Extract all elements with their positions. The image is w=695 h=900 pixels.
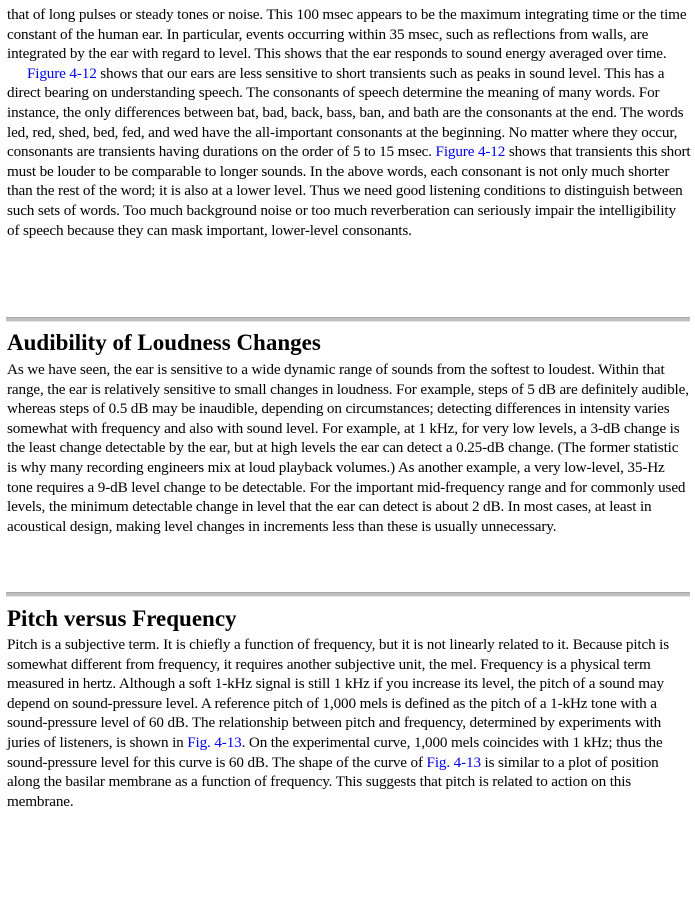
figure-4-12-link-2[interactable]: Figure 4-12 [435, 143, 506, 161]
intro-paragraph-2-text-a: shows that our ears are less sensitive to short transients such as peaks in sound level. This has a direct bearing on understanding speech. The consonants of speech determine the meaning of many words. For instance, the only differences between bat, bad, back, bass, ban, and bath are the consonants at the end. The words led, red, shed, bed, fed, and wed have the all-important consonants at the beginning. No matter where they occur, consonants are transients having durations on the order of 5 to 15 msec. [7, 64, 684, 161]
figure-4-12-link[interactable]: Figure 4-12 [27, 64, 97, 82]
intro-text-block [7, 5, 691, 240]
pitch-paragraph [7, 635, 691, 811]
loudness-paragraph: As we have seen, the ear is sensitive to a wide dynamic range of sounds from the softest to loudest. Within that range, the ear is relatively sensitive to small changes in loudness. For example, steps of 5 dB are definitely audible, whereas steps of 0.5 dB may be inaudible, depending on circumstances; detecting differences in intensity varies somewhat with frequency and also with sound level. For example, at 1 kHz, for very low levels, a 3-dB change is the least change detectable by the ear, but at high levels the ear can detect a 0.25-dB change. (The former statistic is why many recording engineers mix at loud playback volumes.) As another example, a very low-level, 35-Hz tone requires a 9-dB level change to be detectable. For the important mid-frequency range and for commonly used levels, the minimum detectable change in level that the ear can detect is about 2 dB. In most cases, at least in acoustical design, making level changes in increments less than these is usually unnecessary. [7, 361, 689, 535]
intro-paragraph-2 [7, 64, 691, 240]
section-divider-2 [6, 592, 690, 597]
pitch-paragraph-text-b: . On the experimental curve, 1,000 mels coincides with 1 kHz; thus the sound-pressure level for this curve is 60 dB. The shape of the curve of [7, 733, 663, 771]
figure-4-13-link-2[interactable]: Fig. 4-13 [426, 753, 481, 771]
figure-4-13-link[interactable]: Fig. 4-13 [187, 733, 242, 751]
loudness-section-body [7, 360, 691, 536]
loudness-section-heading: Audibility of Loudness Changes [7, 330, 321, 355]
pitch-section-heading: Pitch versus Frequency [7, 606, 237, 631]
section-divider-1 [6, 317, 690, 322]
pitch-paragraph-text-c: is similar to a plot of position along the basilar membrane as a function of frequency. This suggests that pitch is related to action on this membrane. [7, 753, 659, 810]
intro-paragraph-1: that of long pulses or steady tones or noise. This 100 msec appears to be the maximum integrating time or the time constant of the human ear. In particular, events occurring within 35 msec, such as reflections from walls, are integrated by the ear with regard to level. This shows that the ear responds to sound energy averaged over time. [7, 6, 687, 63]
pitch-paragraph-text-a: Pitch is a subjective term. It is chiefly a function of frequency, but it is not linearly related to it. Because pitch is somewhat different from frequency, it requires another subjective unit, the mel. Frequency is a physical term measured in hertz. Although a soft 1-kHz signal is still 1 kHz if you increase its level, the pitch of a sound may depend on sound-pressure level. A reference pitch of 1,000 mels is defined as the pitch of a 1-kHz tone with a sound-pressure level of 60 dB. The relationship between pitch and frequency, determined by experiments with juries of listeners, is shown in [7, 636, 670, 751]
pitch-section-body [7, 635, 691, 811]
intro-paragraph-2-text-b: shows that transients this short must be louder to be comparable to longer sounds. In the above words, each consonant is not only much shorter than the rest of the word; it is also at a lower level. Thus we need good listening conditions to distinguish between such sets of words. Too much background noise or too much reverberation can seriously impair the intelligibility of speech because they can mask important, lower-level consonants. [7, 143, 691, 239]
